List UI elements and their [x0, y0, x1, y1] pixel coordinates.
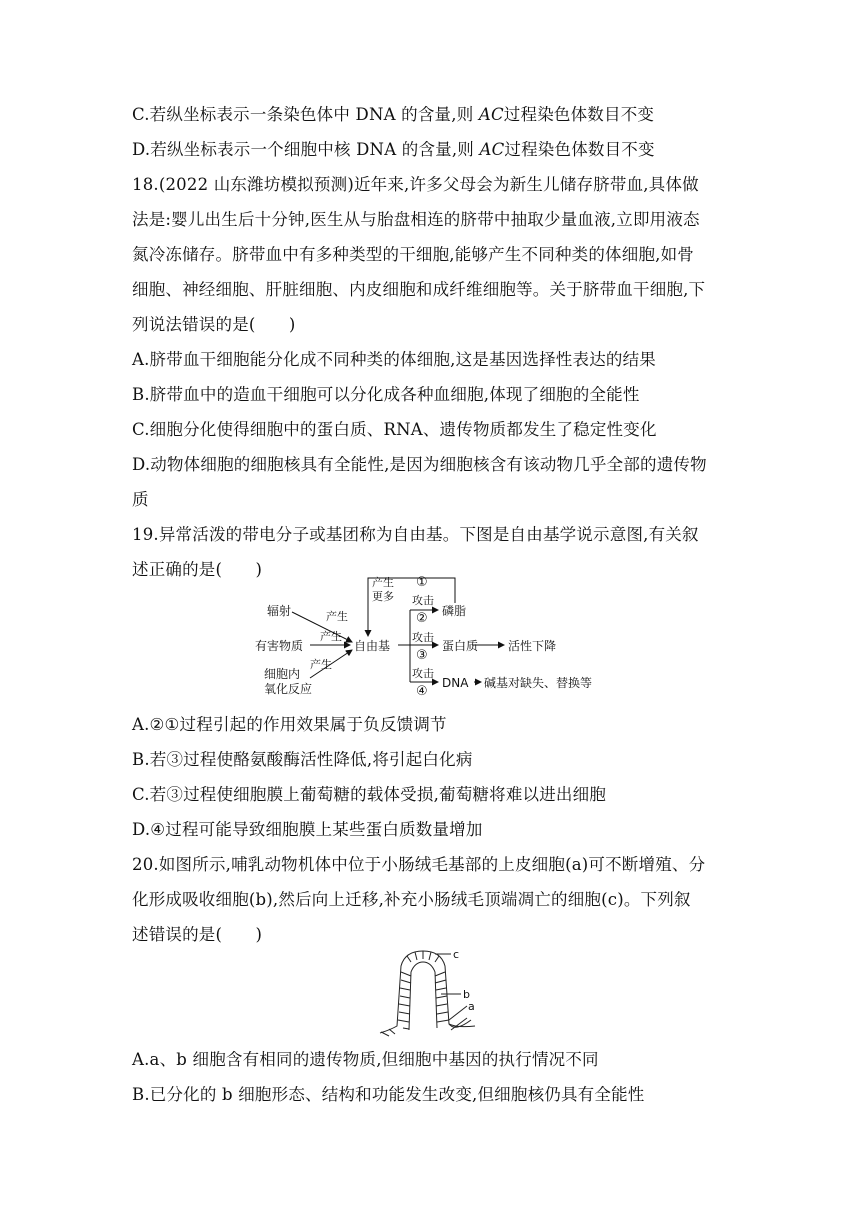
q18-stem-line5: 列说法错误的是( ) [132, 315, 296, 334]
label-oxidation-1: 细胞内 [264, 667, 301, 681]
label-oxidation-2: 氧化反应 [264, 682, 313, 696]
q20-option-a: A.a、b 细胞含有相同的遗传物质,但细胞中基因的执行情况不同 [132, 1050, 599, 1069]
q19-stem-line2: 述正确的是( ) [132, 560, 263, 579]
q19-option-a: A.②①过程引起的作用效果属于负反馈调节 [132, 715, 447, 734]
label-phospholipid: 磷脂 [442, 604, 467, 618]
label-produce-more-1: 产生 [372, 576, 394, 589]
q18-option-b: B.脐带血中的造血干细胞可以分化成各种血细胞,体现了细胞的全能性 [132, 385, 640, 404]
free-radical-diagram [250, 570, 620, 700]
label-num-3: ③ [416, 648, 428, 663]
q17-option-c: C.若纵坐标表示一条染色体中 DNA 的含量,则 AC过程染色体数目不变 [132, 105, 655, 124]
q20-stem-line1: 20.如图所示,哺乳动物机体中位于小肠绒毛基部的上皮细胞(a)可不断增殖、分 [132, 855, 706, 874]
label-attack-2: 攻击 [412, 631, 434, 644]
q18-option-a: A.脐带血干细胞能分化成不同种类的体细胞,这是基因选择性表达的结果 [132, 350, 657, 369]
q17-option-d: D.若纵坐标表示一个细胞中核 DNA 的含量,则 AC过程染色体数目不变 [132, 140, 655, 159]
q20-stem-line2: 化形成吸收细胞(b),然后向上迁移,补充小肠绒毛顶端凋亡的细胞(c)。下列叙 [132, 890, 691, 909]
label-produce-more-2: 更多 [372, 590, 394, 603]
q19-option-c: C.若③过程使细胞膜上葡萄糖的载体受损,葡萄糖将难以进出细胞 [132, 785, 607, 804]
q18-option-d-line2: 质 [132, 490, 149, 509]
intestinal-villus-diagram [375, 948, 485, 1038]
q20-option-b: B.已分化的 b 细胞形态、结构和功能发生改变,但细胞核仍具有全能性 [132, 1085, 645, 1104]
label-cell-c: c [453, 948, 460, 961]
label-radiation: 辐射 [267, 604, 292, 618]
q19-option-d: D.④过程可能导致细胞膜上某些蛋白质数量增加 [132, 820, 483, 839]
label-attack-3: 攻击 [412, 667, 434, 680]
q18-stem-line1: 18.(2022 山东潍坊模拟预测)近年来,许多父母会为新生儿储存脐带血,具体做 [132, 175, 699, 194]
q18-stem-line4: 细胞、神经细胞、肝脏细胞、内皮细胞和成纤维细胞等。关于脐带血干细胞,下 [132, 280, 706, 299]
q18-option-d-line1: D.动物体细胞的细胞核具有全能性,是因为细胞核含有该动物几乎全部的遗传物 [132, 455, 707, 474]
label-num-2: ② [416, 611, 428, 626]
label-dna: DNA [442, 676, 469, 690]
label-protein: 蛋白质 [442, 639, 479, 653]
label-num-4: ④ [416, 684, 428, 699]
q20-stem-line3: 述错误的是( ) [132, 925, 263, 944]
label-harmful-substance: 有害物质 [255, 639, 304, 653]
q18-stem-line3: 氮冷冻储存。脐带血中有多种类型的干细胞,能够产生不同种类的体细胞,如骨 [132, 245, 694, 264]
q18-stem-line2: 法是:婴儿出生后十分钟,医生从与胎盘相连的脐带中抽取少量血液,立即用液态 [132, 210, 700, 229]
label-attack-1: 攻击 [412, 594, 434, 607]
label-produce-2: 产生 [320, 630, 342, 643]
label-produce-3: 产生 [310, 658, 332, 671]
q19-stem-line1: 19.异常活泼的带电分子或基团称为自由基。下图是自由基学说示意图,有关叙 [132, 525, 699, 544]
q19-option-b: B.若③过程使酪氨酸酶活性降低,将引起白化病 [132, 750, 473, 769]
label-cell-b: b [463, 988, 470, 1001]
label-activity-decrease: 活性下降 [508, 639, 557, 653]
label-num-1: ① [416, 575, 428, 590]
q18-option-c: C.细胞分化使得细胞中的蛋白质、RNA、遗传物质都发生了稳定性变化 [132, 420, 657, 439]
label-cell-a: a [468, 1000, 475, 1013]
label-base-mutation: 碱基对缺失、替换等 [484, 676, 593, 690]
label-free-radical: 自由基 [354, 639, 391, 653]
label-produce-1: 产生 [326, 610, 348, 623]
